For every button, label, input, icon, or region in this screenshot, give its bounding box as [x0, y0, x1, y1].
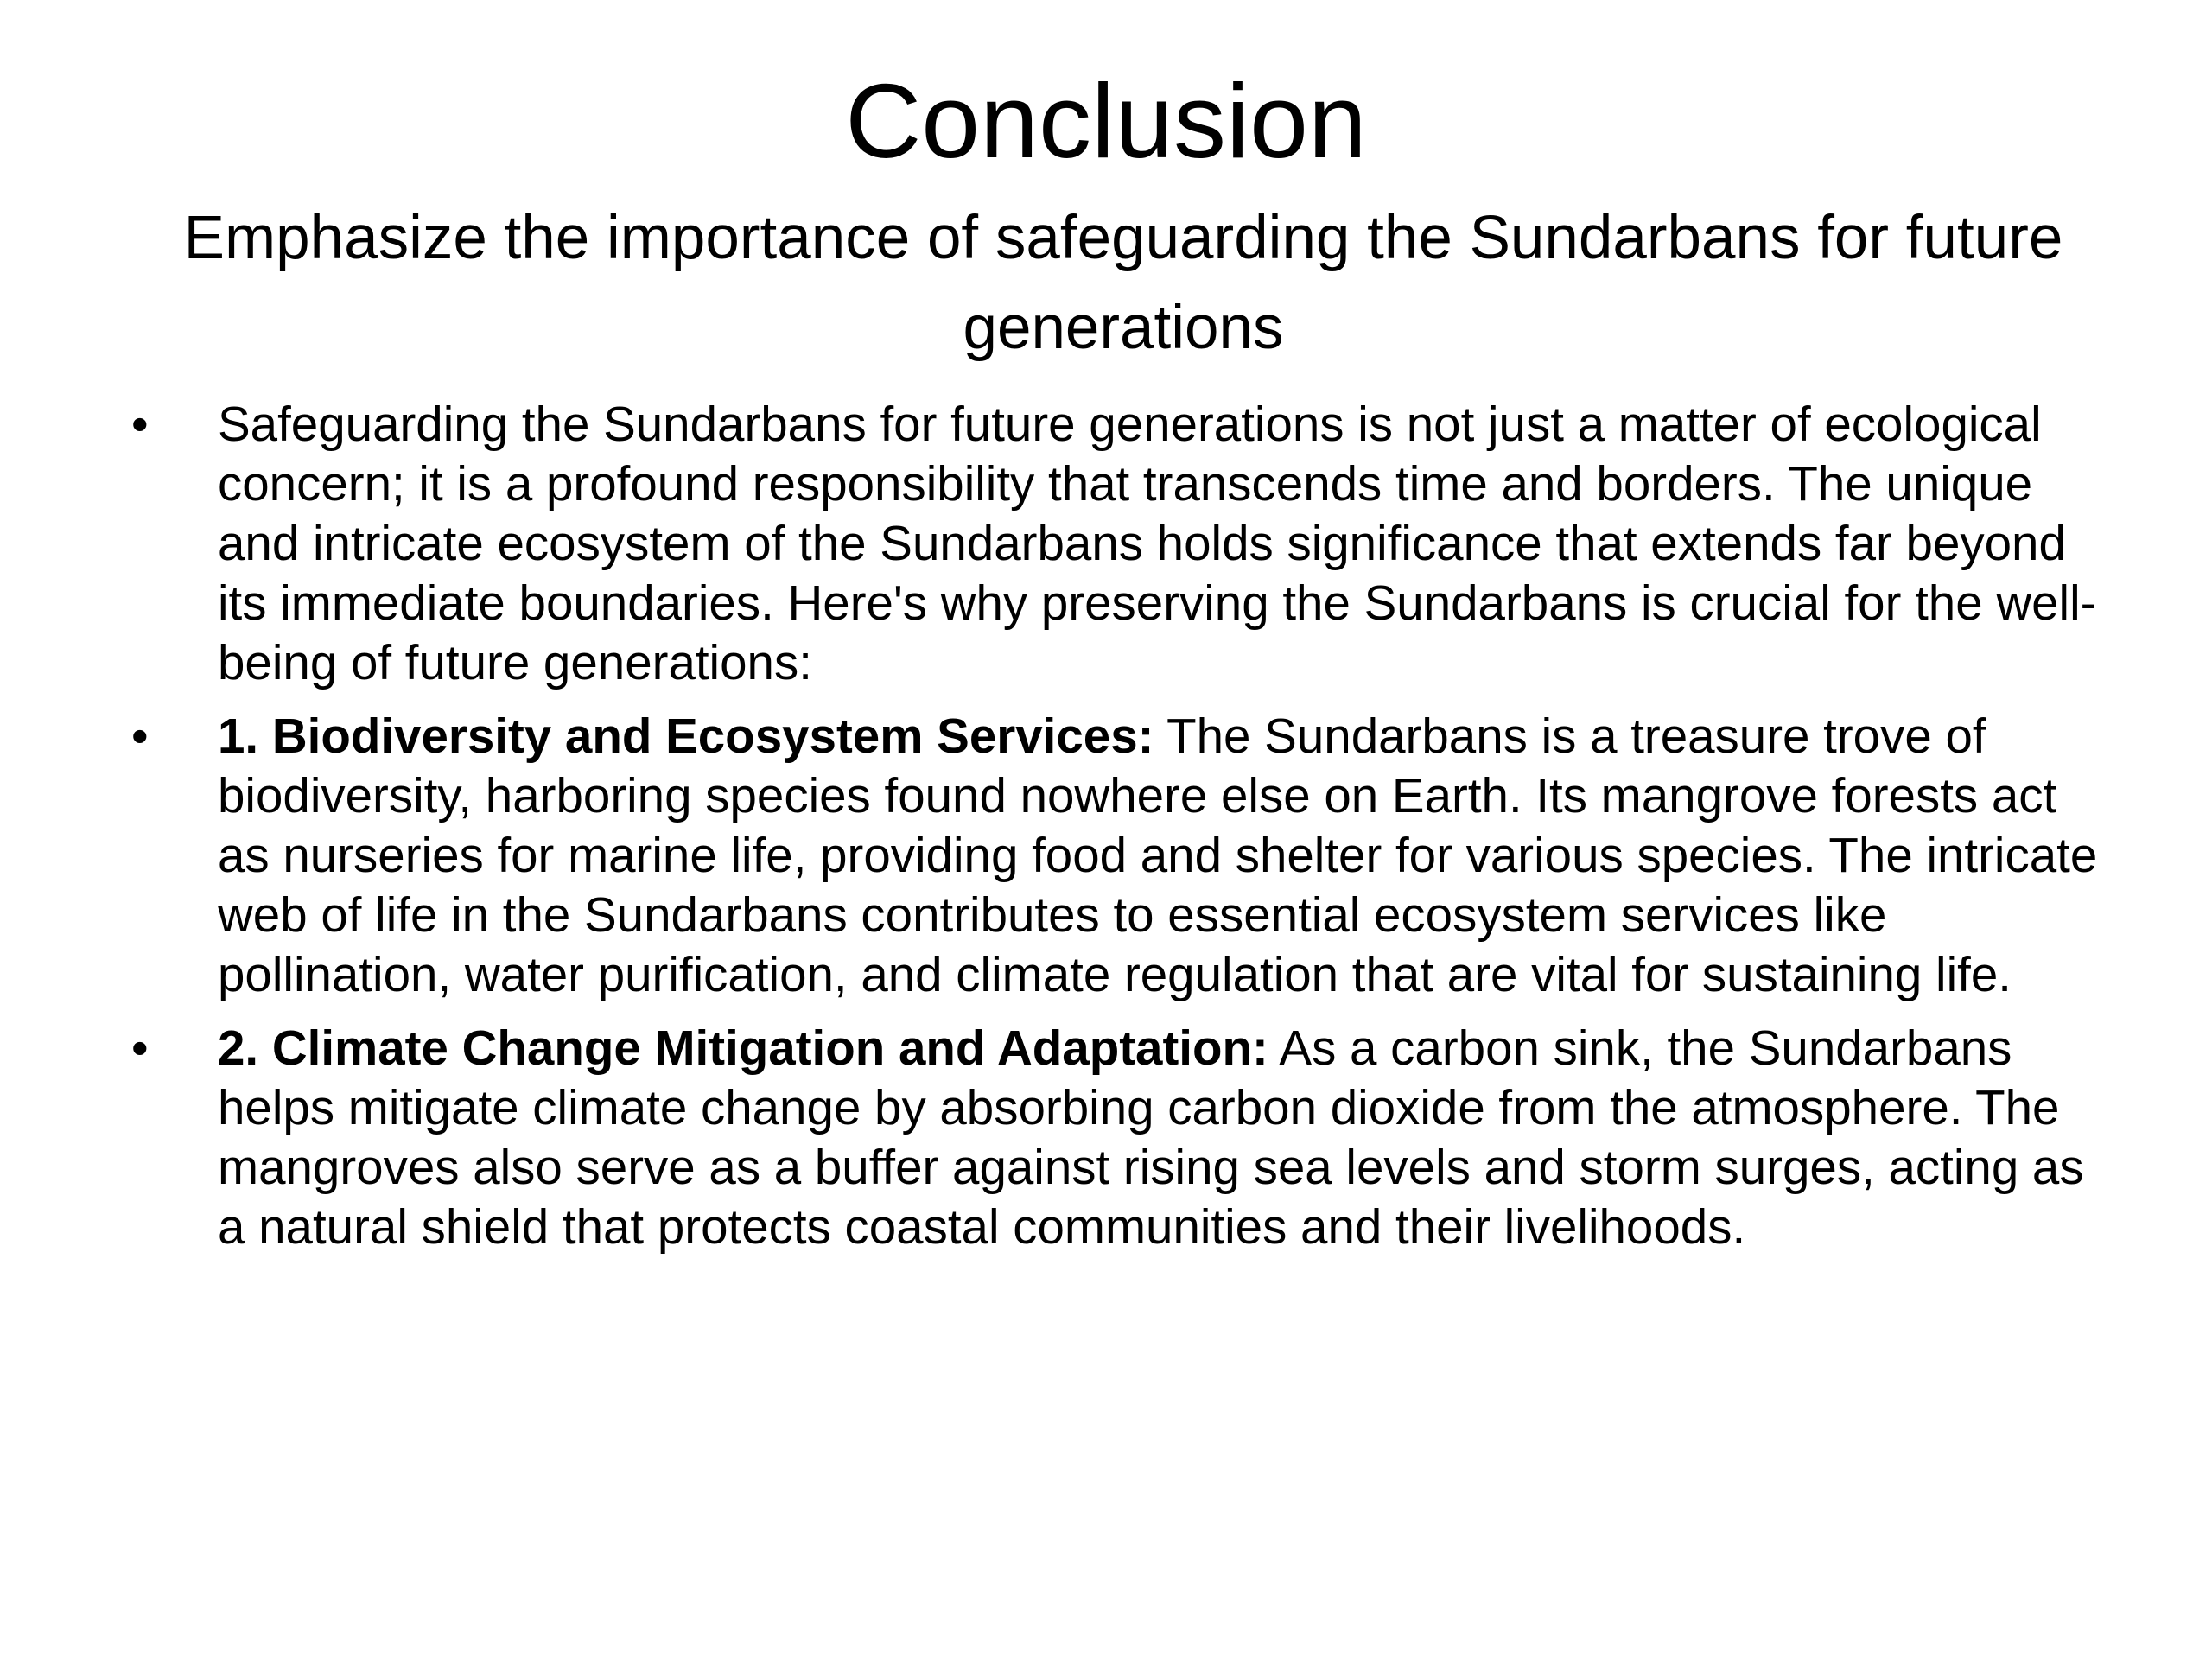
- bullet-icon: •: [131, 709, 149, 763]
- bullet-item-intro: [130, 394, 2108, 692]
- slide-subtitle: Emphasize the importance of safeguarding the Sundarbans for future generations: [183, 204, 2063, 362]
- bullet-list: [130, 394, 2108, 1270]
- bullet-icon: •: [131, 397, 149, 451]
- bullet-text: Safeguarding the Sundarbans for future generations is not just a matter of ecological concern; it is a profound responsibility that transcends time and borders. The unique and intricate ecosystem of the Sundarbans holds significance that extends far beyond its immediate boundaries. Here's why preserving the Sundarbans is crucial for the well-being of future generations:: [218, 397, 2097, 690]
- bullet-item-biodiversity: [130, 706, 2108, 1004]
- bullet-heading: 1. Biodiversity and Ecosystem Services:: [218, 709, 1154, 763]
- bullet-text: As a carbon sink, the Sundarbans helps mitigate climate change by absorbing carbon dioxide from the atmosphere. The mangroves also serve as a buffer against rising sea levels and storm surges, acting as a natural shield that protects coastal communities and their livelihoods.: [218, 1020, 2084, 1254]
- bullet-heading: 2. Climate Change Mitigation and Adaptation:: [218, 1020, 1268, 1075]
- bullet-text: The Sundarbans is a treasure trove of biodiversity, harboring species found nowhere else on Earth. Its mangrove forests act as nurseries for marine life, providing food and shelter for various species. The intricate web of life in the Sundarbans contributes to essential ecosystem services like pollination, water purification, and climate regulation that are vital for sustaining life.: [218, 709, 2098, 1001]
- bullet-icon: •: [131, 1020, 149, 1075]
- slide-title: Conclusion: [845, 62, 1367, 180]
- bullet-item-climate: [130, 1018, 2108, 1256]
